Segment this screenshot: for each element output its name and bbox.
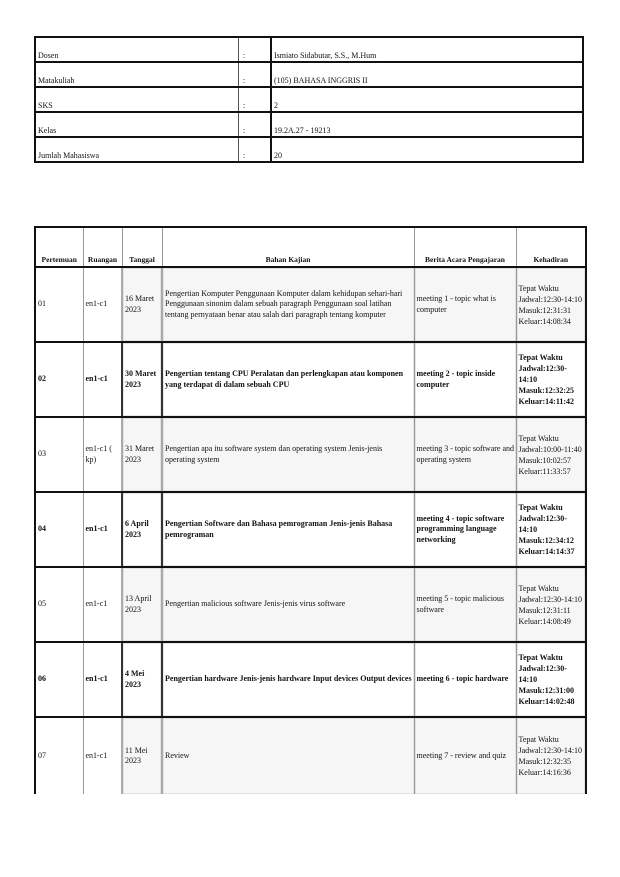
attendance-keluar: Keluar:14:08:49 [518,616,571,626]
cell-ruangan: en1-c1 ( kp) [83,417,122,492]
table-row [35,342,586,417]
table-row [35,417,586,492]
cell-tanggal: 16 Maret 2023 [122,267,162,342]
attendance-keluar: Keluar:14:14:37 [518,547,575,556]
header-ruangan: Ruangan [83,227,122,267]
cell-berita-acara: meeting 7 - review and quiz [414,717,516,794]
cell-ruangan: en1-c1 [83,567,122,642]
cell-bahan-kajian: Review [162,717,414,794]
attendance-jadwal: Jadwal:12:30-14:10 [518,594,583,604]
info-separator: : [239,137,272,162]
info-separator: : [239,112,272,137]
cell-pertemuan: 04 [35,492,83,567]
info-row-matakuliah [35,62,583,87]
attendance-keluar: Keluar:14:08:34 [518,316,571,326]
attendance-keluar: Keluar:11:33:57 [518,466,571,476]
header-kehadiran: Kehadiran [516,227,586,267]
header-tanggal: Tanggal [122,227,162,267]
table-row [35,267,586,342]
info-value: 20 [271,137,583,162]
info-row-jumlah-mahasiswa [35,137,583,162]
attendance-status: Tepat Waktu [518,583,559,593]
info-row-dosen [35,37,583,62]
attendance-status: Tepat Waktu [518,283,559,293]
info-separator: : [239,87,272,112]
attendance-masuk: Masuk:12:34:12 [518,536,575,545]
info-separator: : [239,62,272,87]
course-info-table [34,36,584,163]
cell-pertemuan: 07 [35,717,83,794]
info-value: 19.2A.27 - 19213 [271,112,583,137]
lecture-schedule-table [34,226,587,794]
cell-bahan-kajian: Pengertian tentang CPU Peralatan dan perlengkapan atau komponen yang terdapat di dalam sebuah CPU [162,342,414,417]
cell-berita-acara: meeting 5 - topic malicious software [414,567,516,642]
cell-berita-acara: meeting 6 - topic hardware [414,642,516,717]
cell-berita-acara: meeting 3 - topic software and operating system [414,417,516,492]
cell-kehadiran [516,342,586,417]
info-separator: : [239,37,272,62]
cell-pertemuan: 01 [35,267,83,342]
cell-tanggal: 31 Maret 2023 [122,417,162,492]
info-row-sks [35,87,583,112]
info-label: Matakuliah [35,62,239,87]
info-label: Dosen [35,37,239,62]
cell-bahan-kajian: Pengertian apa itu software system dan operating system Jenis-jenis operating system [162,417,414,492]
info-label: Jumlah Mahasiswa [35,137,239,162]
attendance-jadwal: Jadwal:10:00-11:40 [518,444,582,454]
attendance-keluar: Keluar:14:02:48 [518,697,575,706]
cell-kehadiran [516,267,586,342]
table-row [35,567,586,642]
attendance-jadwal: Jadwal:12:30-14:10 [518,364,567,384]
attendance-masuk: Masuk:12:31:00 [518,686,575,695]
cell-berita-acara: meeting 4 - topic software programming language networking [414,492,516,567]
cell-kehadiran [516,492,586,567]
table-header-row [35,227,586,267]
attendance-status: Tepat Waktu [518,653,563,662]
cell-berita-acara: meeting 1 - topic what is computer [414,267,516,342]
attendance-masuk: Masuk:12:31:31 [518,305,571,315]
cell-tanggal: 30 Maret 2023 [122,342,162,417]
attendance-keluar: Keluar:14:11:42 [518,397,575,406]
cell-pertemuan: 02 [35,342,83,417]
cell-tanggal: 13 April 2023 [122,567,162,642]
table-row [35,717,586,794]
info-value: 2 [271,87,583,112]
cell-ruangan: en1-c1 [83,717,122,794]
cell-bahan-kajian: Pengertian Software dan Bahasa pemrograman Jenis-jenis Bahasa pemrograman [162,492,414,567]
info-row-kelas [35,112,583,137]
attendance-status: Tepat Waktu [518,735,559,744]
attendance-status: Tepat Waktu [518,353,563,362]
attendance-masuk: Masuk:12:31:11 [518,605,571,615]
attendance-keluar: Keluar:14:16:36 [518,768,571,777]
attendance-jadwal: Jadwal:12:30-14:10 [518,514,567,534]
info-label: SKS [35,87,239,112]
cell-kehadiran [516,567,586,642]
cell-pertemuan: 03 [35,417,83,492]
cell-bahan-kajian: Pengertian hardware Jenis-jenis hardware Input devices Output devices [162,642,414,717]
attendance-status: Tepat Waktu [518,433,559,443]
attendance-jadwal: Jadwal:12:30-14:10 [518,746,583,755]
cell-ruangan: en1-c1 [83,342,122,417]
cell-bahan-kajian: Pengertian Komputer Penggunaan Komputer dalam kehidupan sehari-hari Penggunaan sinonim dalam sebuah paragraph Penggunaan soal latihan tentang pernyataan benar atau salah dari paragraph tentang komputer [162,267,414,342]
cell-kehadiran [516,642,586,717]
cell-tanggal: 11 Mei 2023 [122,717,162,794]
cell-tanggal: 6 April 2023 [122,492,162,567]
cell-tanggal: 4 Mei 2023 [122,642,162,717]
cell-berita-acara: meeting 2 - topic inside computer [414,342,516,417]
attendance-masuk: Masuk:12:32:25 [518,386,575,395]
cell-kehadiran [516,417,586,492]
header-pertemuan: Pertemuan [35,227,83,267]
attendance-masuk: Masuk:12:32:35 [518,757,571,766]
cell-ruangan: en1-c1 [83,642,122,717]
info-value: (105) BAHASA INGGRIS II [271,62,583,87]
attendance-jadwal: Jadwal:12:30-14:10 [518,294,583,304]
header-bahan-kajian: Bahan Kajian [162,227,414,267]
info-value: Ismiato Sidabutar, S.S., M.Hum [271,37,583,62]
info-label: Kelas [35,112,239,137]
attendance-status: Tepat Waktu [518,503,563,512]
table-row [35,642,586,717]
attendance-jadwal: Jadwal:12:30-14:10 [518,664,567,684]
cell-pertemuan: 06 [35,642,83,717]
cell-kehadiran [516,717,586,794]
cell-pertemuan: 05 [35,567,83,642]
cell-bahan-kajian: Pengertian malicious software Jenis-jenis virus software [162,567,414,642]
attendance-masuk: Masuk:10:02:57 [518,455,571,465]
cell-ruangan: en1-c1 [83,267,122,342]
table-row [35,492,586,567]
header-berita-acara: Berita Acara Pengajaran [414,227,516,267]
cell-ruangan: en1-c1 [83,492,122,567]
